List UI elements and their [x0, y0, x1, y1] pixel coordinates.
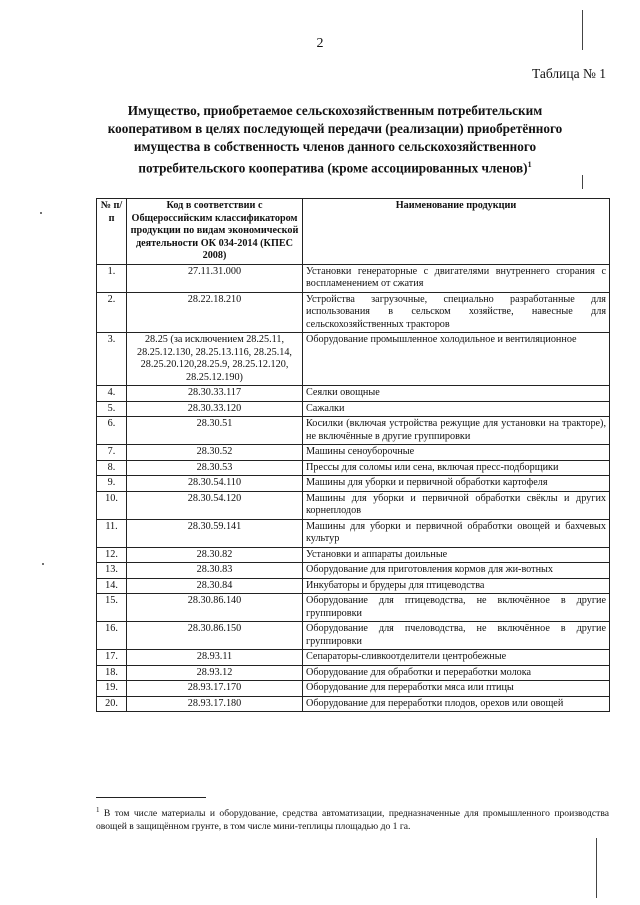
table-row: [97, 563, 610, 579]
row-num: 2.: [97, 292, 127, 333]
document-title: [100, 102, 570, 177]
scan-mark: [596, 838, 597, 898]
row-code: 28.30.53: [127, 460, 303, 476]
table-row: [97, 622, 610, 650]
row-num: 15.: [97, 594, 127, 622]
row-num: 19.: [97, 681, 127, 697]
table-row: [97, 594, 610, 622]
page-number: 2: [316, 36, 324, 51]
row-name: Машины для уборки и первичной обработки свёклы и других корнеплодов: [303, 491, 610, 519]
table-row: [97, 519, 610, 547]
row-num: 4.: [97, 386, 127, 402]
row-name: Оборудование для приготовления кормов для жи-вотных: [303, 563, 610, 579]
row-code: 28.93.11: [127, 650, 303, 666]
header-num: № п/п: [97, 199, 127, 265]
row-name: Машины для уборки и первичной обработки овощей и бахчевых культур: [303, 519, 610, 547]
row-code: 28.30.83: [127, 563, 303, 579]
row-code: 28.93.12: [127, 665, 303, 681]
row-num: 3.: [97, 333, 127, 386]
scan-mark: [582, 175, 583, 189]
row-name: Установки генераторные с двигателями внутреннего сгорания с воспламенением от сжатия: [303, 264, 610, 292]
table-row: [97, 476, 610, 492]
header-code: Код в соответствии с Общероссийским классификатором продукции по видам экономической деятельности ОК 034-2014 (КПЕС 2008): [127, 199, 303, 265]
row-name: Машины сеноуборочные: [303, 445, 610, 461]
table-header-row: [97, 199, 610, 265]
row-code: 28.30.59.141: [127, 519, 303, 547]
row-name: Сеялки овощные: [303, 386, 610, 402]
row-code: 28.30.33.117: [127, 386, 303, 402]
row-num: 14.: [97, 578, 127, 594]
row-code: 28.30.84: [127, 578, 303, 594]
table-row: [97, 681, 610, 697]
table-row: [97, 696, 610, 712]
row-code: 28.30.33.120: [127, 401, 303, 417]
row-code: 28.93.17.180: [127, 696, 303, 712]
row-code: 28.30.86.150: [127, 622, 303, 650]
row-name: Машины для уборки и первичной обработки картофеля: [303, 476, 610, 492]
row-num: 8.: [97, 460, 127, 476]
table-row: [97, 491, 610, 519]
row-name: Оборудование для обработки и переработки молока: [303, 665, 610, 681]
products-table: [96, 198, 610, 712]
row-num: 1.: [97, 264, 127, 292]
table-row: [97, 292, 610, 333]
table-row: [97, 547, 610, 563]
row-name: Прессы для соломы или сена, включая пресс-подборщики: [303, 460, 610, 476]
scan-dot: [42, 563, 44, 565]
row-name: Оборудование для пчеловодства, не включённое в другие группировки: [303, 622, 610, 650]
table-label: Таблица № 1: [532, 66, 606, 81]
row-name: Косилки (включая устройства режущие для установки на тракторе), не включённые в другие группировки: [303, 417, 610, 445]
row-code: 28.25 (за исключением 28.25.11, 28.25.12.130, 28.25.13.116, 28.25.14, 28.25.20.120,28.25.9, 28.25.12.120, 28.25.12.190): [127, 333, 303, 386]
row-code: 28.30.86.140: [127, 594, 303, 622]
row-name: Инкубаторы и брудеры для птицеводства: [303, 578, 610, 594]
table-row: [97, 578, 610, 594]
row-num: 13.: [97, 563, 127, 579]
row-code: 28.30.51: [127, 417, 303, 445]
table-row: [97, 665, 610, 681]
row-name: Оборудование для птицеводства, не включённое в другие группировки: [303, 594, 610, 622]
row-name: Устройства загрузочные, специально разработанные для использования в сельском хозяйстве, навесные для сельскохозяйственных тракторов: [303, 292, 610, 333]
scan-mark: [582, 10, 583, 50]
row-num: 18.: [97, 665, 127, 681]
row-code: 28.93.17.170: [127, 681, 303, 697]
title-footnote-mark: 1: [527, 160, 532, 169]
row-name: Сажалки: [303, 401, 610, 417]
table-row: [97, 401, 610, 417]
footnote: [96, 804, 609, 833]
table-row: [97, 650, 610, 666]
row-num: 9.: [97, 476, 127, 492]
row-num: 20.: [97, 696, 127, 712]
row-name: Оборудование промышленное холодильное и вентиляционное: [303, 333, 610, 386]
table-row: [97, 460, 610, 476]
row-num: 12.: [97, 547, 127, 563]
row-code: 28.22.18.210: [127, 292, 303, 333]
table-row: [97, 264, 610, 292]
scan-dot: [40, 212, 42, 214]
header-name: Наименование продукции: [303, 199, 610, 265]
row-name: Установки и аппараты доильные: [303, 547, 610, 563]
row-code: 28.30.52: [127, 445, 303, 461]
row-name: Оборудование для переработки мяса или птицы: [303, 681, 610, 697]
row-num: 17.: [97, 650, 127, 666]
row-code: 28.30.54.120: [127, 491, 303, 519]
footnote-text: В том числе материалы и оборудование, средства автоматизации, предназначенные для промышленного производства овощей в защищённом грунте, в том числе мини-теплицы площадью до 1 га.: [96, 808, 609, 832]
table-row: [97, 445, 610, 461]
document-title-text: Имущество, приобретаемое сельскохозяйственным потребительским кооперативом в целях последующей передачи (реализации) приобретённого имущества в собственность членов данного сельскохозяйственного потребительского кооператива (кроме ассоциированных членов): [107, 103, 563, 176]
footnote-rule: [96, 797, 206, 798]
table-row: [97, 417, 610, 445]
row-code: 28.30.82: [127, 547, 303, 563]
row-code: 28.30.54.110: [127, 476, 303, 492]
row-num: 11.: [97, 519, 127, 547]
row-num: 5.: [97, 401, 127, 417]
row-num: 10.: [97, 491, 127, 519]
footnote-mark: 1: [96, 806, 100, 814]
row-num: 7.: [97, 445, 127, 461]
row-code: 27.11.31.000: [127, 264, 303, 292]
row-num: 16.: [97, 622, 127, 650]
table-row: [97, 333, 610, 386]
table-body: [97, 264, 610, 712]
table-row: [97, 386, 610, 402]
row-name: Сепараторы-сливкоотделители центробежные: [303, 650, 610, 666]
row-num: 6.: [97, 417, 127, 445]
row-name: Оборудование для переработки плодов, орехов или овощей: [303, 696, 610, 712]
